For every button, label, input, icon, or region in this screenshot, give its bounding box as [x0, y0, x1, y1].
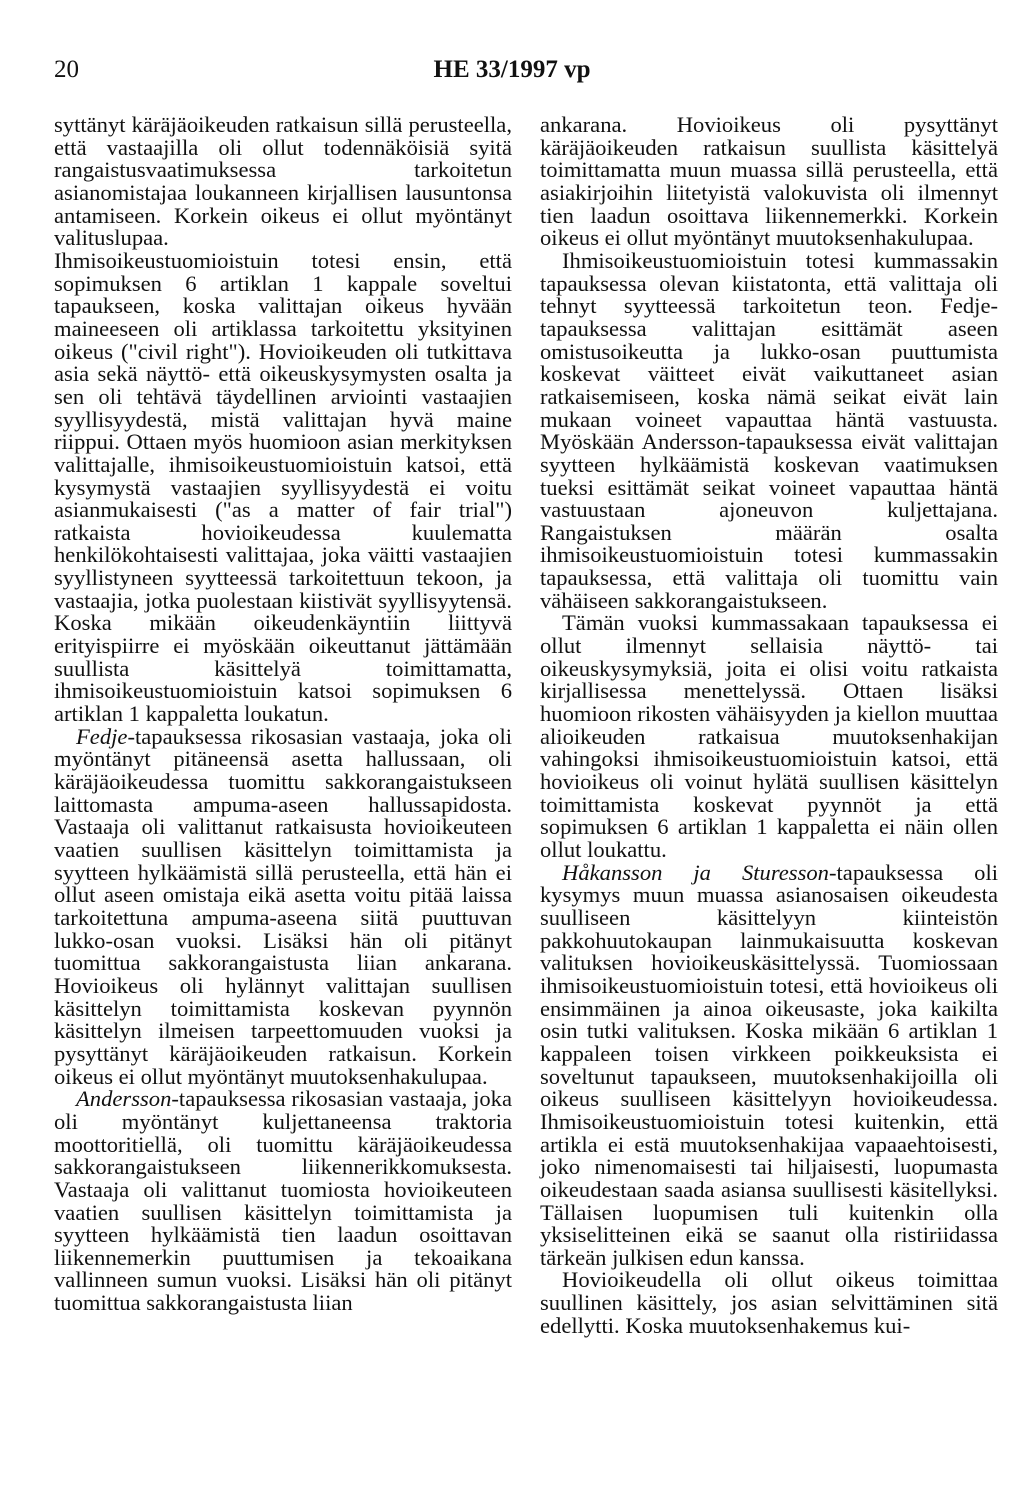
paragraph-text: Ihmisoikeustuomioistuin totesi kummassakin tapauksessa olevan kiistatonta, että valittaja oli tehnyt syytteessä tarkoitetun teon. Fedje-tapauksessa valittajan esittämät aseen omistusoikeutta ja lukko-osan puuttumista koskevat väitteet eivät vaikuttaneet asian ratkaisemiseen, koska nämä seikat eivät lain mukaan voineet vapauttaa häntä vastuusta. Myöskään Andersson-tapauksessa eivät valittajan syytteen hylkäämistä koskevan vaatimuksen tueksi esittämät seikat voineet vapauttaa häntä vastuustaan ajoneuvon kuljettajana. Rangaistuksen määrän osalta ihmisoikeustuomioistuin totesi kummassakin tapauksessa, että valittaja oli tuomittu vain vähäiseen sakkorangaistukseen.: [540, 247, 998, 613]
case-name: Andersson: [76, 1086, 172, 1112]
paragraph: [540, 859, 998, 1270]
running-header: HE 33/1997 vp: [433, 56, 591, 83]
paragraph-text: ankarana. Hovioikeus oli pysyttänyt käräjäoikeuden ratkaisun suullista käsittelyä toimittamatta muun muassa sillä perusteella, että asiakirjoihin liitetyistä valokuvista oli ilmennyt tien laadun osoittava liikennemerkki. Korkein oikeus ei ollut myöntänyt muutoksenhakulupaa.: [540, 112, 998, 251]
paragraph: [540, 114, 998, 250]
paragraph: [54, 723, 512, 1089]
paragraph-text: Hovioikeudella oli ollut oikeus toimittaa suullinen käsittely, jos asian selvittäminen sitä edellytti. Koska muutoksenhakemus kui-: [540, 1267, 998, 1338]
case-name: Håkansson ja Sturesson: [562, 859, 829, 885]
right-column: [540, 114, 998, 1337]
paragraph: [54, 247, 512, 727]
paragraph: [54, 1088, 512, 1315]
paragraph-text: -tapauksessa oli kysymys muun muassa asianosaisen oikeudesta suulliseen käsittelyyn kiinteistön pakkohuutokaupan lainmukaisuutta koskevan valituksen hovioikeuskäsittelyssä. Tuomiossaan ihmisoikeustuomioistuin totesi, että hovioikeus oli ensimmäinen ja ainoa oikeusaste, joka kaikilta osin tutki valituksen. Koska mikään 6 artiklan 1 kappaleen toisen virkkeen poikkeuksista ei soveltunut tapaukseen, muutoksenhakijoilla oli oikeus suulliseen käsittelyyn hovioikeudessa. Ihmisoikeustuomioistuin totesi kuitenkin, että artikla ei estä muutoksenhakijaa vapaaehtoisesti, joko nimenomaisesti tai hiljaisesti, luopumasta oikeudestaan saada asiansa suullisesti käsitellyksi. Tällaisen luopumisen tuli kuitenkin olla yksiselitteinen eikä se saanut olla ristiriidassa tärkeän julkisen edun kanssa.: [540, 859, 998, 1270]
paragraph-text: syttänyt käräjäoikeuden ratkaisun sillä perusteella, että vastaajilla oli ollut todennäköisiä syitä rangaistusvaatimuksessa tarkoitetun asianomistajaa loukanneen kirjallisen lausuntonsa antamiseen. Korkein oikeus ei ollut myöntänyt valituslupaa.: [54, 112, 512, 251]
left-column: [54, 114, 512, 1315]
page-number: 20: [54, 56, 79, 83]
paragraph-text: -tapauksessa rikosasian vastaaja, joka oli myöntänyt kuljettaneensa traktoria moottoritiellä, oli tuomittu käräjäoikeudessa sakkorangaistukseen liikennerikkomuksesta. Vastaaja oli valittanut tuomiosta hovioikeuteen vaatien suullisen käsittelyn toimittamista ja syytteen hylkäämistä tien laadun osoittavan liikennemerkin puuttumisen ja tekoaikana vallinneen sumun vuoksi. Lisäksi hän oli pitänyt tuomittua sakkorangaistusta liian: [54, 1086, 512, 1316]
paragraph-text: -tapauksessa rikosasian vastaaja, joka oli myöntänyt pitäneensä asetta hallussaan, oli käräjäoikeudessa tuomittu sakkorangaistukseen laittomasta ampuma-aseen hallussapidosta. Vastaaja oli valittanut ratkaisusta hovioikeuteen vaatien suullisen käsittelyn toimittamista ja syytteen hylkäämistä sillä perusteella, että hän ei ollut aseen omistaja eikä asetta voitu pitää laissa tarkoitettuna ampuma-aseena siitä puuttuvan lukko-osan vuoksi. Lisäksi hän oli pitänyt tuomittua sakkorangaistusta liian ankarana. Hovioikeus oli hylännyt valittajan suullisen käsittelyn toimittamista koskevan pyynnön käsittelyn ilmeisen tarpeettomuuden vuoksi ja pysyttänyt käräjäoikeuden ratkaisun. Korkein oikeus ei ollut myöntänyt muutoksenhakulupaa.: [54, 723, 512, 1089]
paragraph-text: Tämän vuoksi kummassakaan tapauksessa ei ollut ilmennyt sellaisia näyttö- tai oikeuskysymyksiä, joita ei olisi voitu ratkaista kirjallisessa menettelyssä. Ottaen lisäksi huomioon rikosten vähäisyyden ja kiellon muuttaa alioikeuden ratkaisua muutoksenhakijan vahingoksi ihmisoikeustuomioistuin katsoi, että hovioikeus oli voinut hylätä suullisen käsittelyn toimittamista koskevat pyynnöt ja että sopimuksen 6 artiklan 1 kappaletta ei näin ollen ollut loukattu.: [540, 610, 998, 862]
paragraph: [540, 247, 998, 613]
paragraph: [540, 1269, 998, 1337]
paragraph: [54, 114, 512, 250]
paragraph: [540, 612, 998, 861]
paragraph-text: Ihmisoikeustuomioistuin totesi ensin, että sopimuksen 6 artiklan 1 kappale soveltui tapaukseen, koska valittajan oikeus hyvään maineeseen oli artiklassa tarkoitettu yksityinen oikeus ("civil right"). Hovioikeuden oli tutkittava asia sekä näyttö- että oikeuskysymysten osalta ja sen oli tehtävä täydellinen arviointi vastaajien syyllisyydestä, mistä valittajan hyvä maine riippui. Ottaen myös huomioon asian merkityksen valittajalle, ihmisoikeustuomioistuin katsoi, että kysymystä vastaajien syyllisyydestä ei voitu asianmukaisesti ("as a matter of fair trial") ratkaista hovioikeudessa kuulematta henkilökohtaisesti valittajaa, joka väitti vastaajien syyllistyneen syytteessä tarkoitettuun tekoon, ja vastaajia, jotka puolestaan kiistivät syyllisyytensä. Koska mikään oikeudenkäyntiin liittyvä erityispiirre ei myöskään oikeuttanut jättämään suullista käsittelyä toimittamatta, ihmisoikeustuomioistuin katsoi sopimuksen 6 artiklan 1 kappaletta loukatun.: [54, 247, 512, 727]
case-name: Fedje: [76, 723, 128, 749]
